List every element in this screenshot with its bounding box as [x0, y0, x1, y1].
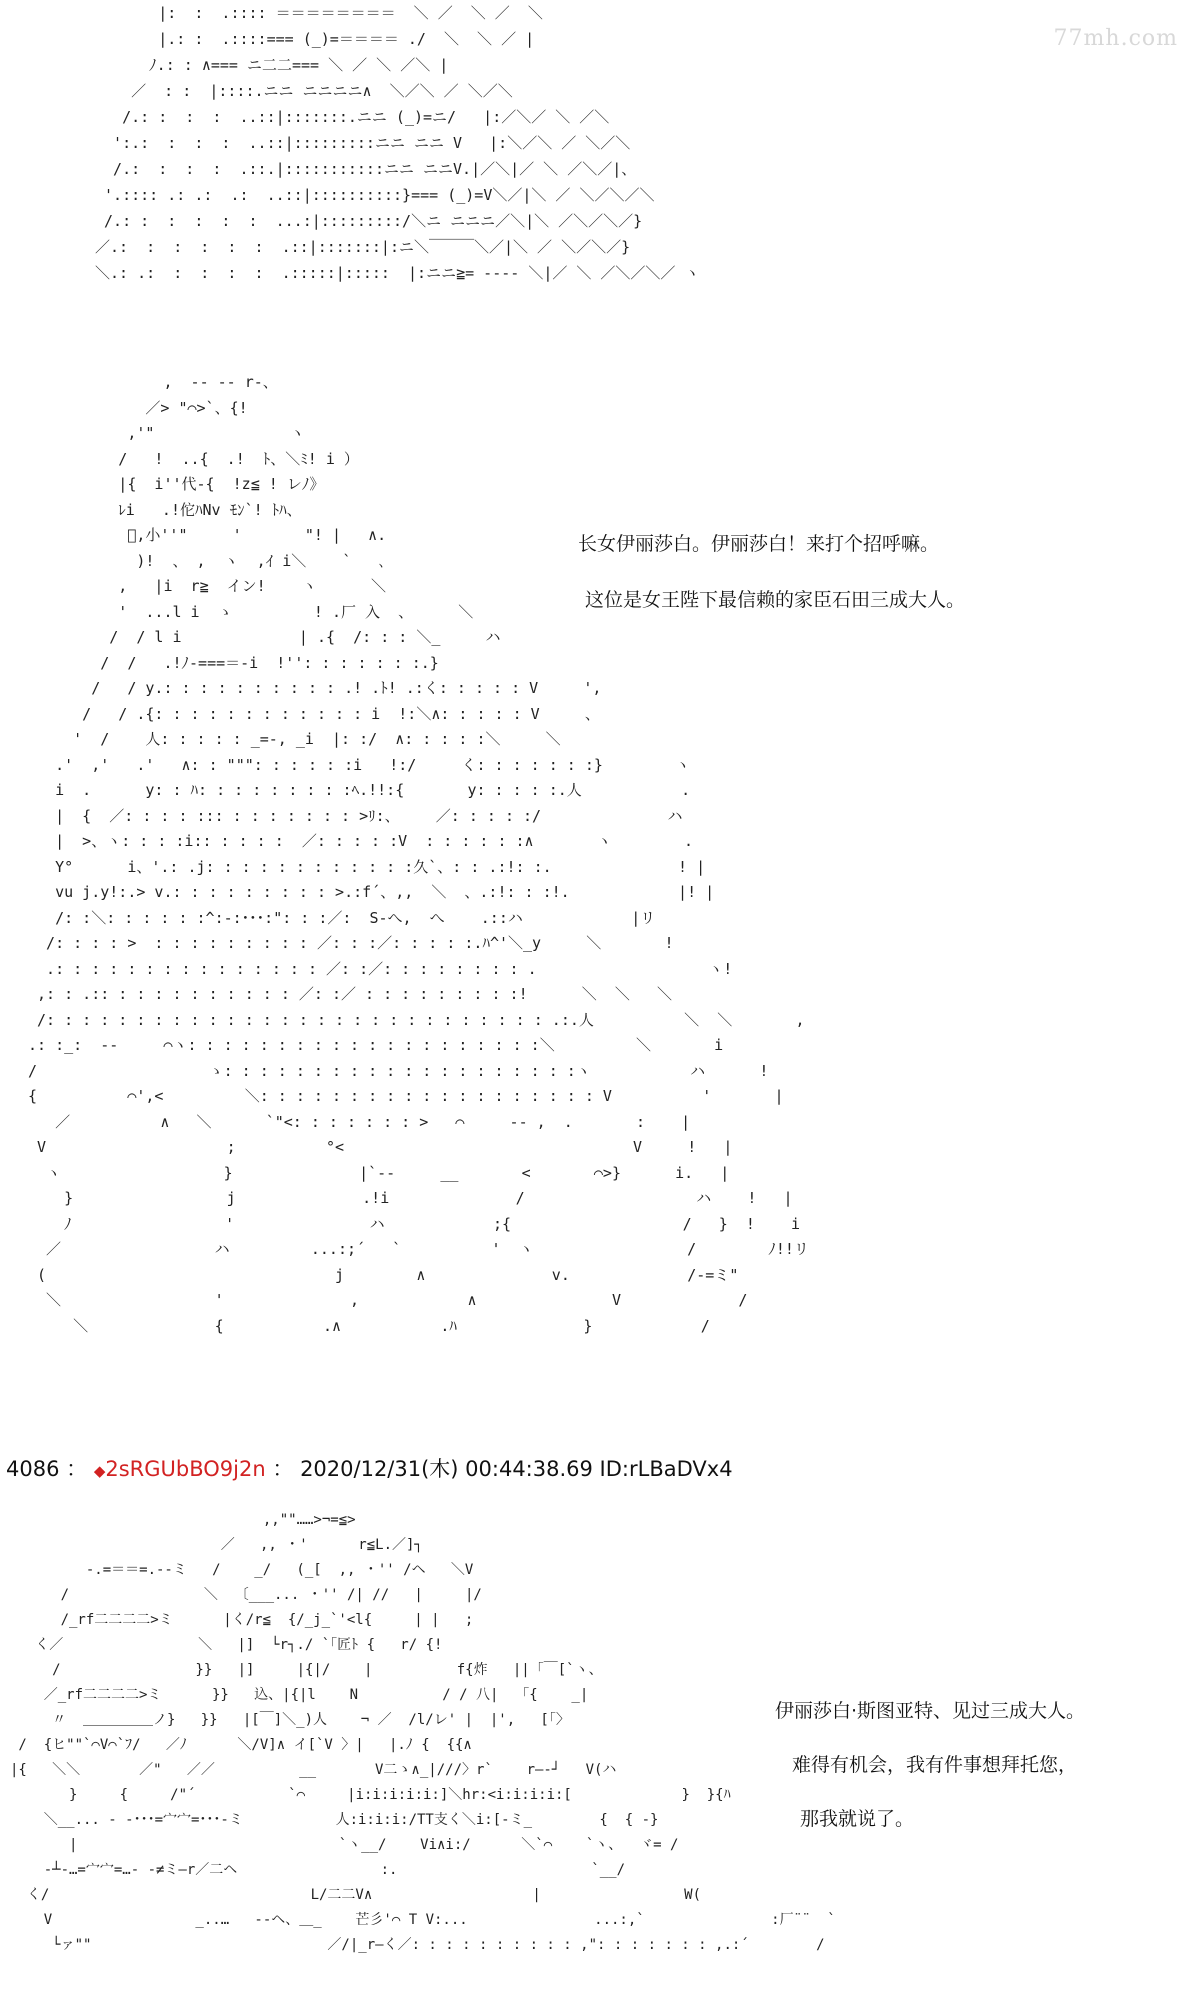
dialogue-line-3: 伊丽莎白·斯图亚特、见过三成大人。 [775, 1700, 1086, 1722]
poster-name[interactable]: 2sRGUbBO9j2n [105, 1457, 266, 1481]
post-number: 4086 [6, 1457, 60, 1481]
ascii-art-elizabeth: , -‐ -‐ r-、 ／> "⌒>`、{! ,'" ヽ / ! ..{ .! ﾄ、＼ﾐ! i ） |{ i''代-{ !z≦ ! レﾉ》 ﾚi .!佗ﾊNv ﾓﾝ`! ﾄﾊ、 ﾞ,小''" ' "! | ∧. )! 、 , ヽ ,ｲ i＼ ` ､ , |i r≧ イン! ヽ ＼ ' ...l i ゝ ! .厂 入 、 ＼ / / l i | .{ /: : : ＼_ ハ / / .!ﾉ-===＝-i !'': : : : : : :.} / / y.: : : : : : : : : : .! .ﾄ! .:く: : : : : V ', / / .{: : : : : : : : : : : : i !:＼∧: : : : : V 、 ' / 人: : : : : _=-, _i |: :/ ∧: : : : :＼ ＼ .' ,' .' ∧: : """: : : : : :i !:/ く: : : : : : :} ヽ i . y: : ﾊ: : : : : : : : :ﾍ.!!:{ y: : : : :.人 . | { ／: : : : ::: : : : : : : : >ﾘ:、 ／: : : : :/ ハ | >、ヽ: : : :i:: : : : : ／: : : : :V : : : : : :∧ ヽ . Y° i、'.: .j: : : : : : : : : : : :久`、: : .:!: :. ! | vu j.y!:.> v.: : : : : : : : : >.:f´、,, ＼ 、.:!: : :!. |! | /: :＼: : : : : :^:-:･･･:": : :／: S-へ, へ .::ハ |リ /: : : : > : : : : : : : : : ／: : :／: : : : :.ﾊ^'＼_y ＼ ! .: : : : : : : : : : : : : : : ／: :／: : : : : : : : . ヽ! ,: : .:: : : : : : : : : : : ／: :／ : : : : : : : : :! ＼ ＼ ＼ /: : : : : : : : : : : : : : : : : : : : : : : : : : : : .:.人 ＼ ＼ , .: :_: ‐- ⌒ヽ: : : : : : : : : : : : : : : : : : : :＼ ＼ i / ゝ: : : : : : : : : : : : : : : : : : : :ヽ ハ ! { ⌒',< ＼: : : : : : : : : : : : : : : : : : : V ' | ／ ∧ ＼ `"<: : : : : : : > ⌒ -‐ , . : | V ; °< V ! | ヽ } |`-‐ __ < ⌒>} i. | } j .!i / ハ ! | ﾉ ' ハ ;{ / } ! i ／ ハ ...:;´ ` ' ヽ / ﾉ!!リ ( j ∧ v. /-=ミ" ＼ ' , ∧ V / ＼ { .∧ .ﾊ } / [28, 373, 809, 1335]
ascii-art-scene: ,,""……>¬=≦> ／ ,, ・' r≦L.／]┐ -.=＝＝=.-‐ミ / _/ (_[ ,, ・'' /ヘ ＼V / ＼ 〔___... ・'' /| // | |/ /_rf二二二二>ミ |く/r≦ {/_j_`'<l{ | | ; く／ ＼ |] └r┐./ `｢匠ﾄ { r/ {! / }} |] |{|/ | f{炸 ||「￣[`ヽ、 ／_rf二二二二>ミ }} 込、|{|l N / / 八| 「{ _| 〃 ＿＿＿＿＿ノ} }} |[￣]＼_)人 ¬ ／ /l/レ' | |', [「〉 / {ヒ""`⌒V⌒`ﾌ/ ／ﾉ ＼/V]∧ イ[`V 〉| |.ﾉ { {{∧ |{ ＼＼ ／" ／／ __ V二ゝ∧_|///〉r` r―-┘ V(ハ } { /"´ `⌒ |i:i:i:i:i:]＼hr:<i:i:i:i:[ } }{ﾊ ＼__... ‐ -･･･=宀宀=･･･-ミ 人:i:i:i:/TT支く＼i:[-ミ_ { { ‐} | `ヽ__/ Vi∧i:/ ＼`⌒ `ヽ、 ヾ= / ‐┴‐…=宀宀=…- -≠ミ―r／二ヘ :. `__/ く/ L/二二V∧ | W( V _..… -‐ヘ、＿_ 芒彡'⌒ T V:... ...:,` :厂¨¨ ` └ァ"" ／/|_r―く／: : : : : : : : : : ,": : : : : : : ,.:´ / [10, 1512, 836, 1953]
post-header [6, 1453, 733, 1483]
dialogue-line-1: 长女伊丽莎白。伊丽莎白！来打个招呼嘛。 [578, 533, 940, 555]
site-watermark: 77mh.com [1053, 26, 1178, 51]
ascii-art-skirt: |: : .:::: ＝＝＝＝＝＝＝＝ ＼ ／ ＼ ／ ＼ |.: : .::::=== (_)=＝＝＝＝ ./ ＼ ＼ ／ | ﾉ.: : ∧=== ニ二二=== ＼ ／ ＼ ／＼ | ／ : : |::::.ニニ ニニニニ∧ ＼／＼ ／ ＼／＼ /.: : : : ..::|:::::::.ニニ (_)=ニ/ |:／＼／ ＼ ／＼ ':.: : : : ..::|:::::::::ニニ ニニ V |:＼／＼ ／ ＼／＼ /.: : : : .::.|:::::::::::ニニ ニニV.|／＼|／ ＼ ／＼／|、 '.:::: .: .: .: ..::|::::::::::}=== (_)=V＼／|＼ ／ ＼／＼／＼ /.: : : : : : ...:|:::::::::/＼ニ ニニニ／＼|＼ ／＼／＼／} ／.: : : : : : .::|:::::::|:ニ＼￣￣￣＼／|＼ ／ ＼／＼／} ＼.: .: : : : : .:::::|::::: |:ニニ≧= ---- ＼|／ ＼ ／＼／＼／ ヽ [95, 4, 700, 282]
dialogue-line-4: 难得有机会，我有件事想拜托您， [792, 1754, 1078, 1776]
post-datetime: 2020/12/31(木) 00:44:38.69 ID:rLBaDVx4 [300, 1457, 733, 1481]
post-separator: ： [66, 1457, 88, 1481]
trip-diamond-icon: ◆ [93, 1462, 106, 1480]
post-separator-2: ： [272, 1457, 294, 1481]
dialogue-line-2: 这位是女王陛下最信赖的家臣石田三成大人。 [585, 589, 966, 611]
dialogue-line-5: 那我就说了。 [800, 1808, 915, 1830]
